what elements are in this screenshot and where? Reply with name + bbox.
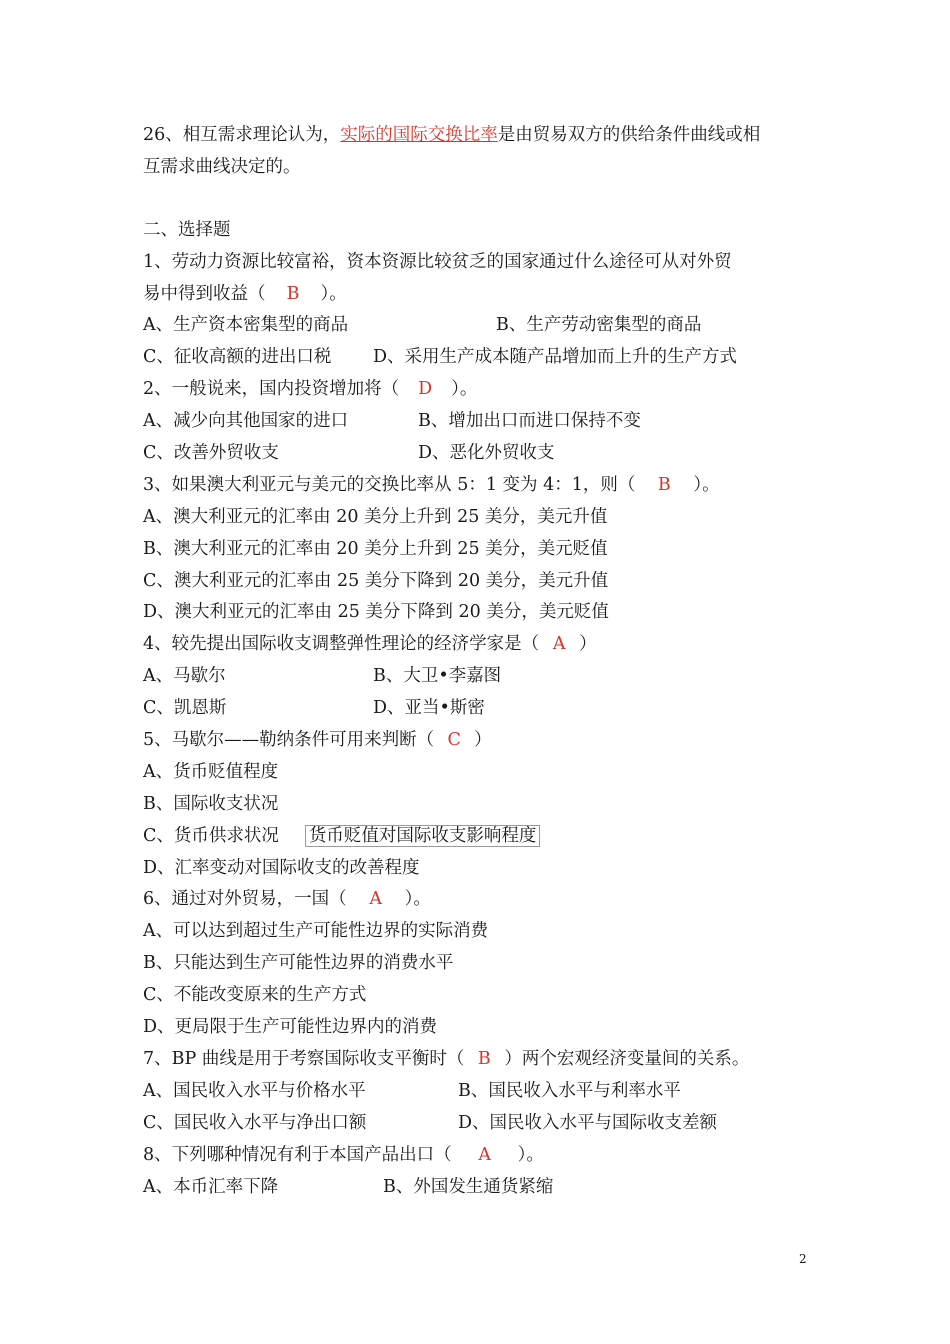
q4-option-d: D、亚当•斯密 (373, 698, 485, 718)
q2-option-b: B、增加出口而进口保持不变 (418, 411, 641, 431)
q5-option-c (143, 824, 540, 848)
q4-stem-end: ） (579, 634, 597, 654)
q6-option-b: B、只能达到生产可能性边界的消费水平 (143, 953, 454, 973)
q1-stem-line1: 1、劳动力资源比较富裕，资本资源比较贫乏的国家通过什么途径可从对外贸 (143, 252, 732, 272)
q6-option-c: C、不能改变原来的生产方式 (143, 985, 367, 1005)
q8-option-b: B、外国发生通货紧缩 (383, 1177, 554, 1197)
q1-stem-text: 易中得到收益（ (143, 284, 266, 304)
q5-stem-end: ） (474, 730, 492, 750)
q5-option-c-text: C、货币供求状况 (143, 826, 279, 846)
q8-stem-text: 8、下列哪种情况有利于本国产品出口（ (143, 1145, 452, 1165)
q26-prefix: 26、相互需求理论认为， (143, 125, 341, 145)
q2-answer: D (418, 379, 433, 399)
q26-highlight: 实际的国际交换比率 (340, 125, 498, 145)
section-title: 二、选择题 (143, 220, 231, 240)
q7-stem (143, 1047, 749, 1071)
q2-option-d: D、恶化外贸收支 (418, 443, 555, 463)
q8-answer: A (478, 1145, 491, 1165)
q8-stem-end: ）。 (517, 1145, 544, 1165)
q8-stem (143, 1143, 544, 1167)
q5-option-d: D、汇率变动对国际收支的改善程度 (143, 858, 420, 878)
q6-answer: A (369, 889, 382, 909)
q7-stem-text: 7、BP 曲线是用于考察国际收支平衡时（ (143, 1049, 465, 1069)
q3-option-d: D、澳大利亚元的汇率由 25 美分下降到 20 美分，美元贬值 (143, 602, 609, 622)
q2-stem-text: 2、一般说来，国内投资增加将（ (143, 379, 400, 399)
q1-stem-end: ）。 (320, 284, 347, 304)
q1-option-a: A、生产资本密集型的商品 (143, 315, 349, 335)
q6-stem-text: 6、通过对外贸易，一国（ (143, 889, 347, 909)
q7-stem-end: ）两个宏观经济变量间的关系。 (504, 1049, 750, 1069)
q6-stem-end: ）。 (404, 889, 431, 909)
q4-option-a: A、马歇尔 (143, 666, 226, 686)
q2-option-a: A、减少向其他国家的进口 (143, 411, 349, 431)
q6-stem (143, 887, 431, 911)
q7-option-a: A、国民收入水平与价格水平 (143, 1081, 366, 1101)
q8-option-a: A、本币汇率下降 (143, 1177, 279, 1197)
q1-answer: B (286, 284, 300, 304)
q1-stem-line2 (143, 282, 347, 306)
q4-stem (143, 632, 597, 656)
q4-option-c: C、凯恩斯 (143, 698, 227, 718)
page-number: 2 (799, 1252, 807, 1266)
q1-option-b: B、生产劳动密集型的商品 (496, 315, 702, 335)
q2-stem (143, 377, 477, 401)
q5-option-b: B、国际收支状况 (143, 794, 279, 814)
q7-answer: B (477, 1049, 491, 1069)
q3-stem (143, 473, 720, 497)
q4-option-b: B、大卫•李嘉图 (373, 666, 502, 686)
q5-option-c-note: 货币贬值对国际收支影响程度 (305, 825, 541, 847)
q26-line2: 互需求曲线决定的。 (143, 157, 301, 177)
q3-answer: B (657, 475, 671, 495)
q26-suffix: 是由贸易双方的供给条件曲线或相 (497, 125, 761, 145)
q7-option-b: B、国民收入水平与利率水平 (458, 1081, 681, 1101)
q3-stem-end: ）。 (693, 475, 720, 495)
q6-option-a: A、可以达到超过生产可能性边界的实际消费 (143, 921, 489, 941)
q5-stem-text: 5、马歇尔——勒纳条件可用来判断（ (143, 730, 435, 750)
q4-stem-text: 4、较先提出国际收支调整弹性理论的经济学家是（ (143, 634, 540, 654)
q1-option-c: C、征收高额的进出口税 (143, 347, 332, 367)
q3-option-b: B、澳大利亚元的汇率由 20 美分上升到 25 美分，美元贬值 (143, 539, 608, 559)
q2-option-c: C、改善外贸收支 (143, 443, 279, 463)
q7-option-c: C、国民收入水平与净出口额 (143, 1113, 367, 1133)
q6-option-d: D、更局限于生产可能性边界内的消费 (143, 1017, 438, 1037)
q2-stem-end: ）。 (451, 379, 478, 399)
q4-answer: A (552, 634, 566, 654)
q3-option-a: A、澳大利亚元的汇率由 20 美分上升到 25 美分，美元升值 (143, 507, 608, 527)
q5-stem (143, 728, 492, 752)
q26-line1 (143, 123, 760, 147)
q5-answer: C (447, 730, 461, 750)
q1-option-d: D、采用生产成本随产品增加而上升的生产方式 (373, 347, 738, 367)
q3-stem-text: 3、如果澳大利亚元与美元的交换比率从 5：1 变为 4：1，则（ (143, 475, 636, 495)
q3-option-c: C、澳大利亚元的汇率由 25 美分下降到 20 美分，美元升值 (143, 571, 609, 591)
q5-option-a: A、货币贬值程度 (143, 762, 279, 782)
q7-option-d: D、国民收入水平与国际收支差额 (458, 1113, 718, 1133)
